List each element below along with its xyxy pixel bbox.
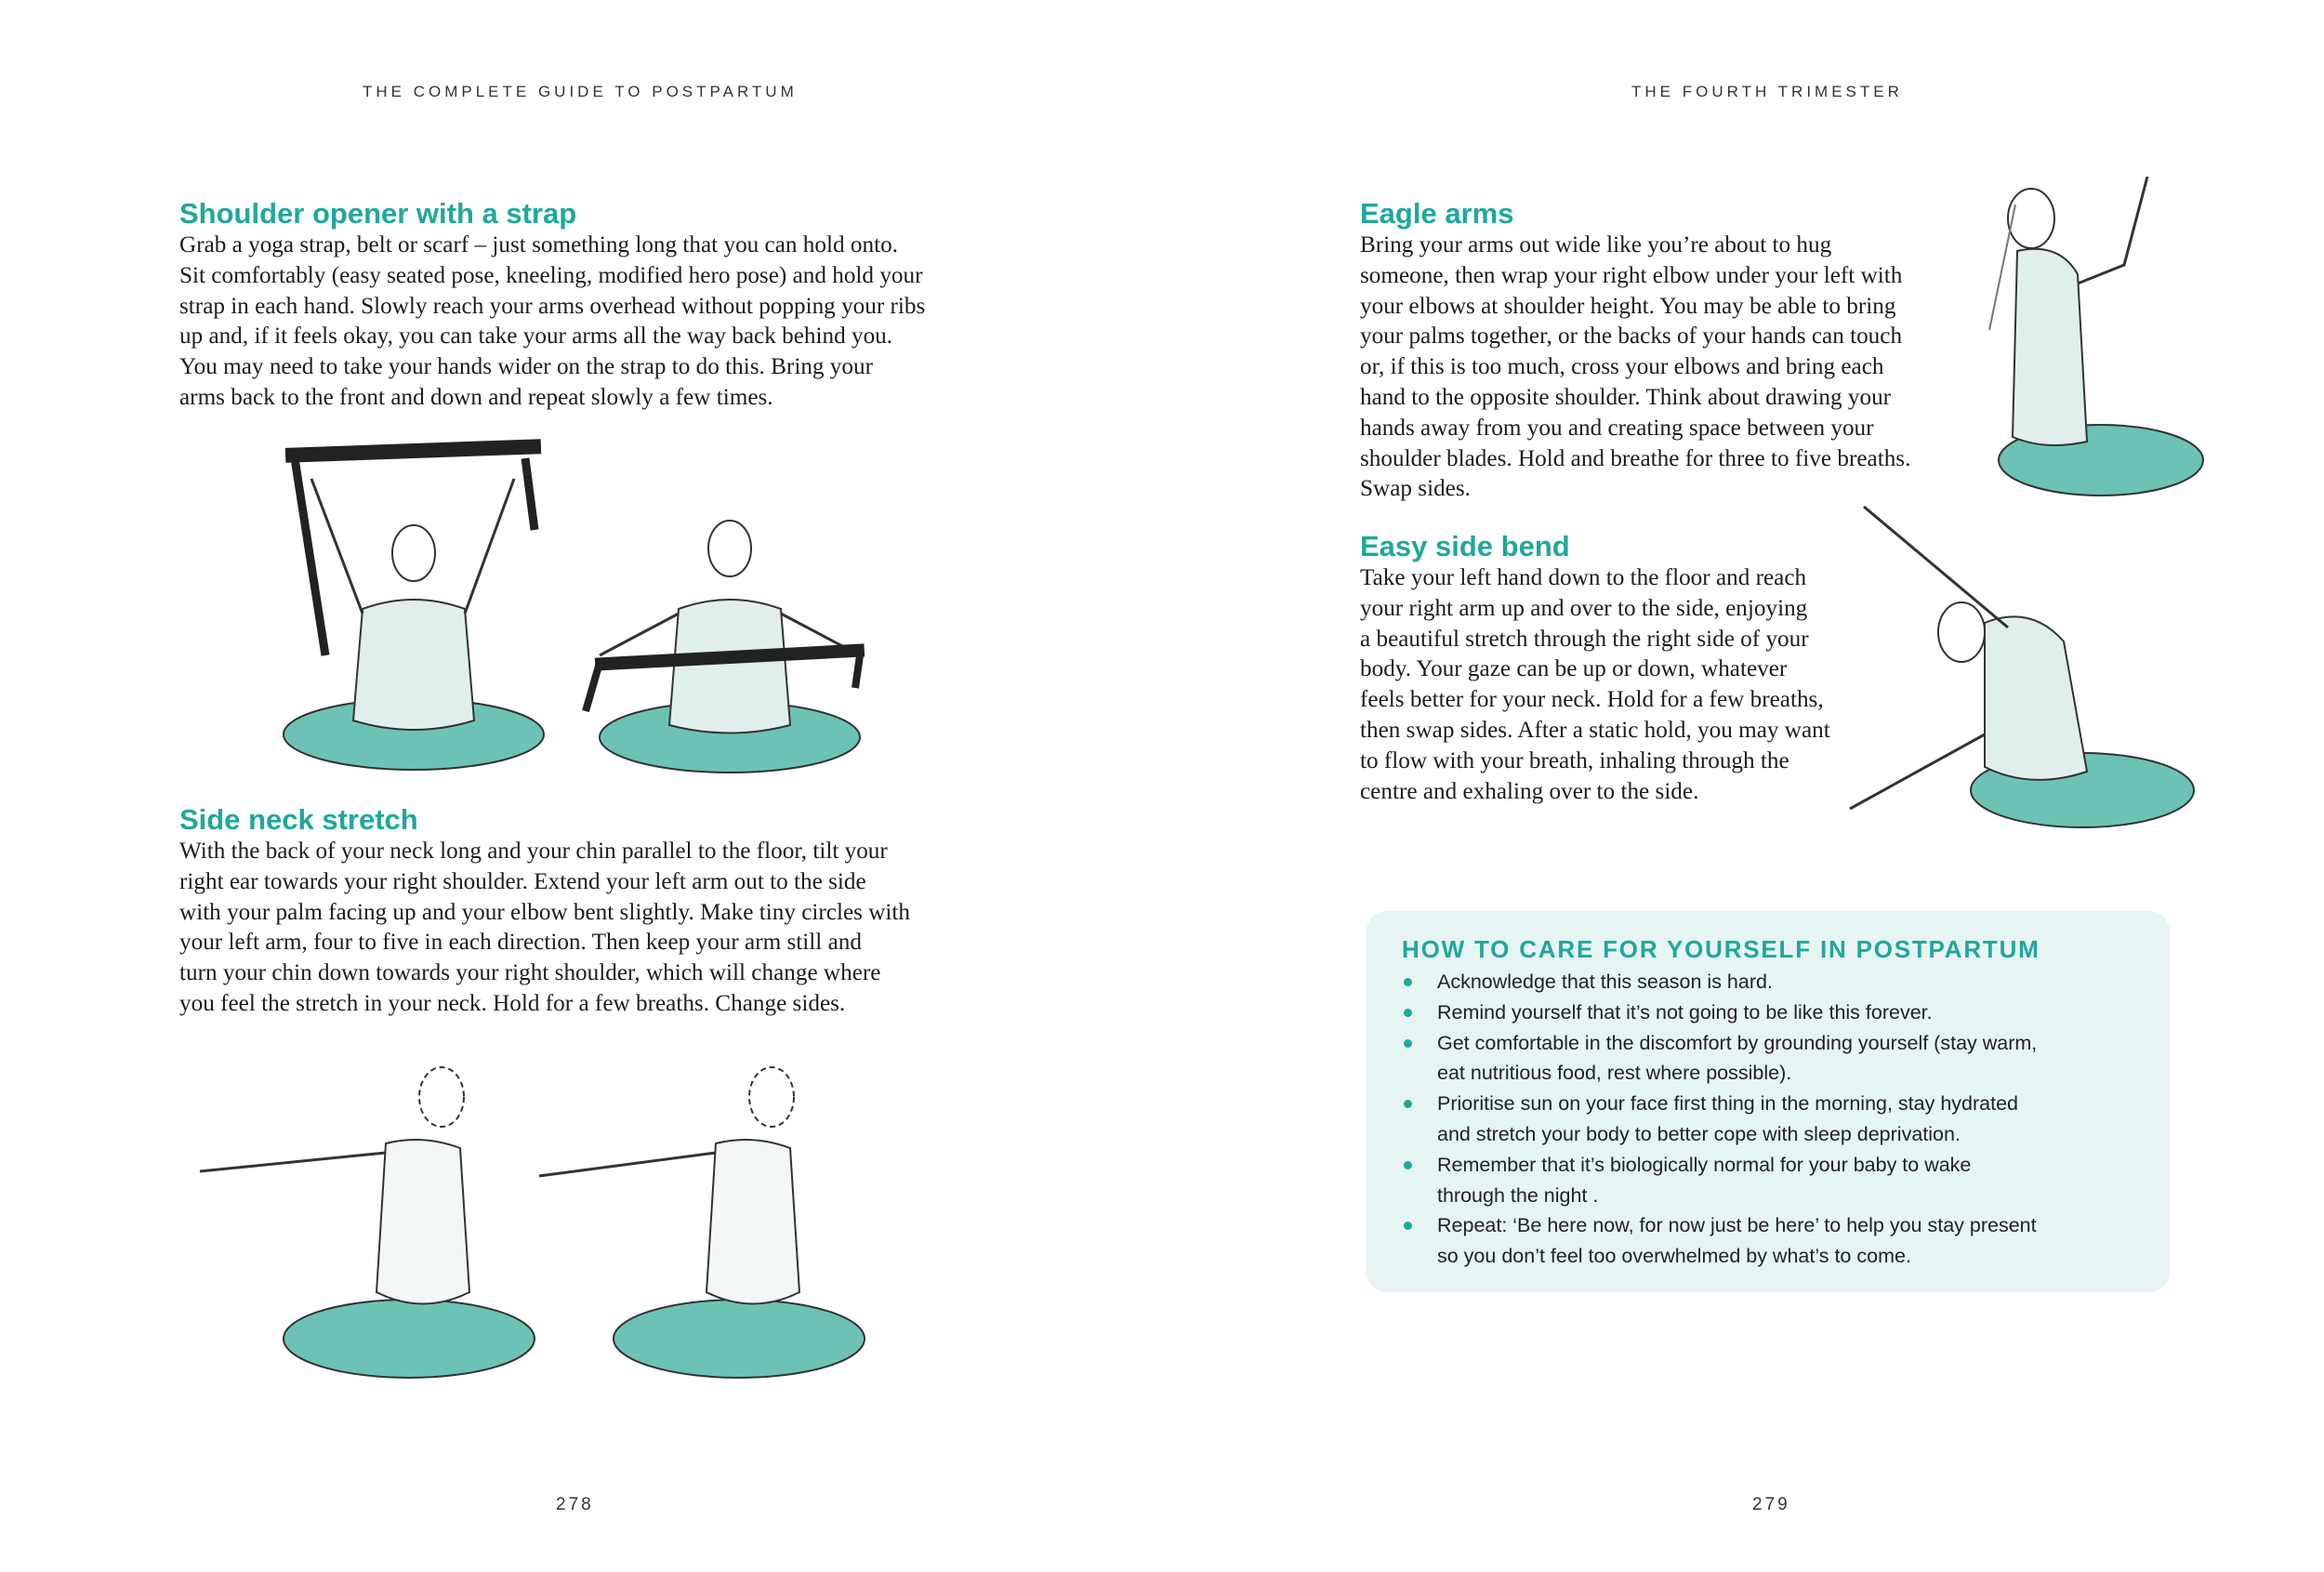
illustration-strap-forward xyxy=(581,497,878,781)
right-page xyxy=(1162,0,2324,1572)
list-item xyxy=(1402,997,2155,1028)
bullet-icon xyxy=(1404,1039,1412,1048)
list-item-line: Remind yourself that it’s not going to be like this forever. xyxy=(1437,1000,1933,1024)
body-line: hands away from you and creating space between your xyxy=(1360,415,1874,441)
section-body-side-neck-stretch xyxy=(179,837,910,1020)
body-line: you feel the stretch in your neck. Hold for a few breaths. Change sides. xyxy=(179,990,846,1016)
body-line: With the back of your neck long and your chin parallel to the floor, tilt your xyxy=(179,839,888,864)
list-item-line: and stretch your body to better cope with sleep deprivation. xyxy=(1437,1122,1961,1145)
list-item-line: Repeat: ‘Be here now, for now just be here’ to help you stay present xyxy=(1437,1214,2037,1237)
section-title-shoulder-opener: Shoulder opener with a strap xyxy=(179,197,577,230)
care-tips-list xyxy=(1402,967,2155,1272)
list-item xyxy=(1402,967,2155,997)
body-line: up and, if it feels okay, you can take your arms all the way back behind you. xyxy=(179,324,893,350)
body-line: or, if this is too much, cross your elbows and bring each xyxy=(1360,354,1884,380)
bullet-icon xyxy=(1404,1009,1412,1017)
body-line: your right arm up and over to the side, enjoying xyxy=(1360,595,1808,621)
section-title-easy-side-bend: Easy side bend xyxy=(1360,530,1570,562)
body-line: someone, then wrap your right elbow under your left with xyxy=(1360,262,1903,288)
page-number: 278 xyxy=(556,1495,594,1514)
body-line: You may need to take your hands wider on the strap to do this. Bring your xyxy=(179,354,873,380)
section-title-eagle-arms: Eagle arms xyxy=(1360,197,1514,230)
running-head: THE FOURTH TRIMESTER xyxy=(1631,83,1903,100)
list-item-line: Get comfortable in the discomfort by grounding yourself (stay warm, xyxy=(1437,1031,2038,1054)
body-line: then swap sides. After a static hold, you may want xyxy=(1360,717,1830,743)
bullet-icon xyxy=(1404,1222,1412,1230)
body-line: hand to the opposite shoulder. Think about drawing your xyxy=(1360,384,1892,410)
body-line: shoulder blades. Hold and breathe for three to five breaths. xyxy=(1360,445,1911,471)
body-line: to flow with your breath, inhaling through the xyxy=(1360,747,1789,773)
list-item-line: through the night . xyxy=(1437,1183,1599,1207)
illustration-neck-stretch-chin-down xyxy=(535,1055,897,1399)
body-line: strap in each hand. Slowly reach your arms overhead without popping your ribs xyxy=(179,293,926,319)
body-line: arms back to the front and down and repeat slowly a few times. xyxy=(179,384,773,410)
list-item-line: Remember that it’s biologically normal for your baby to wake xyxy=(1437,1153,1972,1176)
section-body-eagle-arms xyxy=(1360,231,1910,505)
list-item xyxy=(1402,1150,2155,1211)
running-head: THE COMPLETE GUIDE TO POSTPARTUM xyxy=(363,83,798,100)
body-line: your elbows at shoulder height. You may be able to bring xyxy=(1360,293,1896,319)
page-number: 279 xyxy=(1752,1495,1790,1514)
body-line: feels better for your neck. Hold for a few breaths, xyxy=(1360,687,1824,713)
care-tips-callout xyxy=(1367,911,2170,1292)
section-title-side-neck-stretch: Side neck stretch xyxy=(179,803,418,836)
body-line: Take your left hand down to the floor and reach xyxy=(1360,565,1807,590)
bullet-icon xyxy=(1404,1161,1412,1169)
list-item xyxy=(1402,1089,2155,1150)
list-item-line: Prioritise sun on your face first thing in the morning, stay hydrated xyxy=(1437,1092,2019,1116)
bullet-icon xyxy=(1404,978,1412,986)
illustration-neck-stretch-tilt xyxy=(191,1055,553,1399)
list-item-line: so you don’t feel too overwhelmed by what’s to come. xyxy=(1437,1245,1911,1268)
list-item xyxy=(1402,1210,2155,1272)
section-body-shoulder-opener xyxy=(179,231,925,414)
body-line: Bring your arms out wide like you’re about to hug xyxy=(1360,232,1832,258)
body-line: with your palm facing up and your elbow bent slightly. Make tiny circles with xyxy=(179,899,911,925)
body-line: turn your chin down towards your right shoulder, which will change where xyxy=(179,960,881,986)
bullet-icon xyxy=(1404,1100,1412,1108)
callout-title: HOW TO CARE FOR YOURSELF IN POSTPARTUM xyxy=(1402,935,2040,963)
body-line: Swap sides. xyxy=(1360,476,1471,502)
illustration-eagle-arms xyxy=(1971,163,2203,502)
body-line: your palms together, or the backs of your hands can touch xyxy=(1360,324,1903,350)
body-line: a beautiful stretch through the right side of your xyxy=(1360,626,1809,652)
list-item xyxy=(1402,1028,2155,1090)
list-item-line: eat nutritious food, rest where possible). xyxy=(1437,1062,1792,1085)
body-line: Sit comfortably (easy seated pose, kneeling, modified hero pose) and hold your xyxy=(179,262,923,288)
body-line: your left arm, four to five in each direction. Then keep your arm still and xyxy=(179,930,862,956)
section-body-easy-side-bend xyxy=(1360,563,1830,807)
body-line: Grab a yoga strap, belt or scarf – just something long that you can hold onto. xyxy=(179,232,898,258)
body-line: body. Your gaze can be up or down, whatever xyxy=(1360,656,1788,682)
illustration-easy-side-bend xyxy=(1845,493,2208,846)
illustration-strap-overhead xyxy=(274,423,553,781)
body-line: right ear towards your right shoulder. Extend your left arm out to the side xyxy=(179,868,866,894)
body-line: centre and exhaling over to the side. xyxy=(1360,778,1699,804)
list-item-line: Acknowledge that this season is hard. xyxy=(1437,971,1773,993)
